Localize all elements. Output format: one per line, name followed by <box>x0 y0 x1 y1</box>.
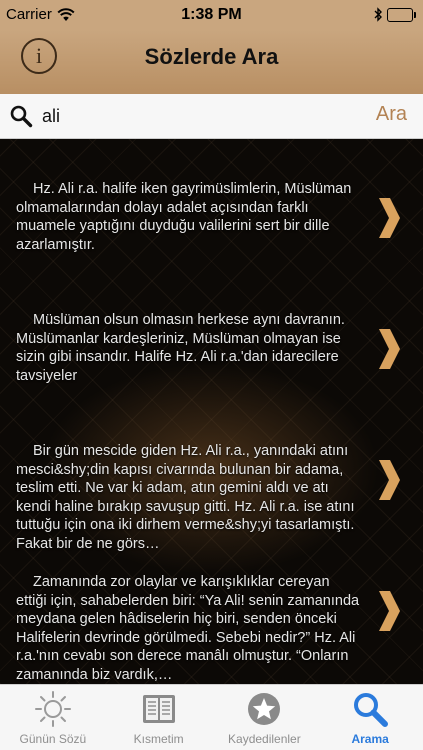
list-item-text: Müslüman olsun olmasın herkese aynı davranın. Müslümanlar kardeşleriniz, Müslüman olmayan ise sizin gibi insandır. Halife Hz. Ali r.a.'dan idarecilere tavsiyeler <box>16 312 345 384</box>
sun-icon <box>34 690 72 728</box>
list-item-text: Bir gün mescide giden Hz. Ali r.a., yanındaki atını mesci&shy;din kapısı civarında bulunan bir adama, teslim etti. Ne var ki adam, atın gemini aldı ve atı kendi haline bırakıp savuşup gitti. Hz. Ali r.a. ise atını tuttuğu için ona iki dirhem verme&shy;yi tasarlamıştı. Fakat bir de ne görs… <box>16 443 355 552</box>
chevron-right-icon[interactable] <box>376 327 402 371</box>
star-icon <box>245 690 283 728</box>
list-item[interactable] <box>0 156 423 287</box>
search-icon <box>351 690 389 728</box>
tab-label: Kısmetim <box>133 732 184 746</box>
tab-bar <box>0 684 423 750</box>
page-title: Sözlerde Ara <box>144 44 279 69</box>
search-icon <box>9 104 33 128</box>
tab-arama[interactable] <box>317 685 423 750</box>
list-item[interactable] <box>0 287 423 418</box>
battery-icon <box>387 8 417 22</box>
tab-gunun-sozu[interactable] <box>0 685 106 750</box>
bluetooth-icon <box>374 7 383 22</box>
tab-kismetim[interactable] <box>106 685 212 750</box>
list-item[interactable] <box>0 549 423 683</box>
tab-label: Arama <box>351 732 389 746</box>
status-time: 1:38 PM <box>181 6 242 23</box>
chevron-right-icon[interactable] <box>376 458 402 502</box>
book-icon <box>140 690 178 728</box>
chevron-right-icon[interactable] <box>376 196 402 240</box>
search-input[interactable] <box>42 102 342 130</box>
list-item[interactable] <box>0 418 423 552</box>
list-item-text: Hz. Ali r.a. halife iken gayrimüslimlerin, Müslüman olmamalarından dolayı adalet açısından farklı muamele yaptığını duyduğu valilerini sert bir dille azarlamıştır. <box>16 181 352 253</box>
info-icon: i <box>35 43 43 68</box>
search-bar <box>0 94 423 139</box>
carrier-label: Carrier <box>6 6 52 23</box>
tab-label: Günün Sözü <box>19 732 87 746</box>
tab-kaydedilenler[interactable] <box>212 685 318 750</box>
status-right <box>374 7 417 22</box>
search-button[interactable]: Ara <box>375 103 407 125</box>
nav-bar <box>0 30 423 94</box>
result-list[interactable] <box>0 139 423 684</box>
list-item-text: Zamanında zor olaylar ve karışıklıklar cereyan ettiği için, sahabelerden biri: “Ya Ali! senin zamanında meydana gelen hâdiselerin hiç biri, senden önceki Halifelerin devrinde görülmedi. Sebebi nedir?” Hz. Ali r.a.'nın cevabı son derece manâlı olmuştur. “Onların zamanında biz vardık,… <box>16 574 360 683</box>
status-bar <box>0 0 423 30</box>
tab-label: Kaydedilenler <box>228 732 301 746</box>
chevron-right-icon[interactable] <box>376 589 402 633</box>
